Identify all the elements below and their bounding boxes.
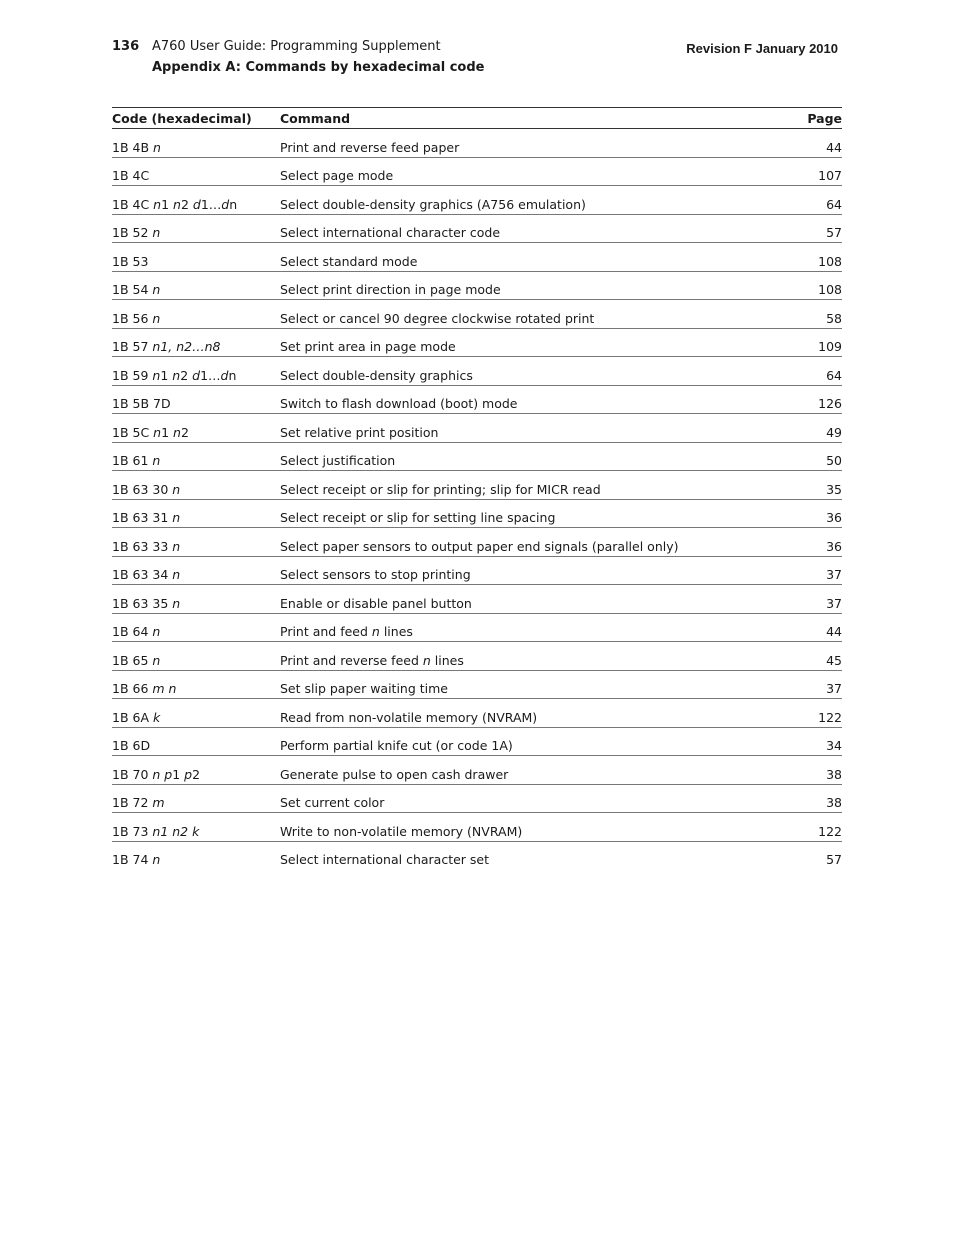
code-cell: 1B 5C n1 n2 — [112, 414, 280, 443]
argument-text: d — [192, 367, 201, 383]
table-row — [112, 157, 842, 186]
table-row — [112, 271, 842, 300]
argument-text: n — [152, 225, 161, 240]
page-cell: 109 — [780, 328, 842, 357]
command-cell: Set current color — [280, 784, 780, 813]
code-cell: 1B 63 35 n — [112, 585, 280, 614]
argument-text: n — [152, 367, 161, 383]
table-row — [112, 243, 842, 272]
code-cell: 1B 66 m n — [112, 670, 280, 699]
revision-label: Revision F January 2010 — [686, 41, 838, 56]
command-cell: Select receipt or slip for setting line spacing — [280, 499, 780, 528]
page-cell: 50 — [780, 442, 842, 471]
table-row — [112, 186, 842, 215]
page-cell: 122 — [780, 699, 842, 728]
page-cell: 64 — [780, 357, 842, 386]
argument-text: n — [152, 453, 161, 468]
column-header-command: Command — [280, 108, 780, 129]
table-row — [112, 727, 842, 756]
command-cell: Select justification — [280, 442, 780, 471]
page-cell: 108 — [780, 271, 842, 300]
argument-text: n — [172, 538, 181, 554]
command-cell: Switch to flash download (boot) mode — [280, 385, 780, 414]
command-cell: Set slip paper waiting time — [280, 670, 780, 699]
page-cell: 57 — [826, 852, 842, 867]
code-cell: 1B 59 n1 n2 d1…dn — [112, 357, 280, 386]
code-cell: 1B 57 n1, n2…n8 — [112, 328, 280, 357]
argument-text: p — [184, 766, 193, 782]
table-row — [112, 414, 842, 443]
argument-text: n — [153, 424, 162, 440]
argument-text: n — [422, 652, 431, 668]
code-cell: 1B 4C — [112, 157, 280, 186]
table-row — [112, 300, 842, 329]
argument-text: k — [152, 709, 161, 725]
command-cell: Read from non-volatile memory (NVRAM) — [280, 699, 780, 728]
code-cell: 1B 73 n1 n2 k — [112, 813, 280, 842]
argument-text: d — [192, 196, 201, 212]
appendix-title: Appendix A: Commands by hexadecimal code — [152, 60, 485, 75]
table-row — [112, 699, 842, 728]
table-row — [112, 214, 842, 243]
argument-text: m n — [152, 681, 177, 696]
argument-text: n — [152, 852, 161, 867]
command-cell: Select international character set — [280, 852, 490, 867]
code-cell: 1B 53 — [112, 243, 280, 272]
table-row — [112, 499, 842, 528]
column-header-page: Page — [780, 108, 842, 129]
argument-text: n — [173, 196, 181, 212]
page-cell: 126 — [780, 385, 842, 414]
page-cell: 37 — [780, 556, 842, 585]
command-cell: Select double-density graphics — [280, 357, 780, 386]
table-row — [112, 129, 842, 158]
page-cell: 44 — [780, 613, 842, 642]
code-cell: 1B 63 30 n — [112, 471, 280, 500]
code-cell: 1B 63 31 n — [112, 499, 280, 528]
command-cell: Select print direction in page mode — [280, 271, 780, 300]
table-row — [112, 556, 842, 585]
page-number: 136 — [112, 39, 140, 54]
argument-text: n — [152, 624, 161, 639]
command-cell: Write to non-volatile memory (NVRAM) — [280, 813, 780, 842]
command-cell: Print and reverse feed paper — [280, 129, 780, 158]
argument-text: n — [172, 567, 181, 582]
command-cell: Select or cancel 90 degree clockwise rotated print — [280, 300, 780, 329]
page-cell: 58 — [780, 300, 842, 329]
guide-title: A760 User Guide: Programming Supplement — [152, 39, 441, 54]
page-cell: 38 — [780, 784, 842, 813]
argument-text: n — [172, 367, 181, 383]
page-cell: 44 — [780, 129, 842, 158]
code-cell: 1B 61 n — [112, 442, 280, 471]
code-cell: 1B 4C n1 n2 d1…dn — [112, 186, 280, 215]
table-row — [112, 613, 842, 642]
code-cell: 1B 65 n — [112, 642, 280, 671]
code-cell: 1B 64 n — [112, 613, 280, 642]
command-cell: Perform partial knife cut (or code 1A) — [280, 727, 780, 756]
page-cell: 34 — [780, 727, 842, 756]
argument-text: d — [220, 367, 229, 383]
command-cell: Enable or disable panel button — [280, 585, 780, 614]
column-header-code: Code (hexadecimal) — [112, 108, 280, 129]
page-cell: 49 — [780, 414, 842, 443]
code-cell: 1B 70 n p1 p2 — [112, 756, 280, 785]
argument-text: m — [152, 795, 165, 810]
argument-text: n — [172, 481, 181, 497]
command-cell: Print and reverse feed n lines — [280, 642, 780, 671]
page-cell: 36 — [780, 499, 842, 528]
table-body — [112, 129, 842, 870]
page-header — [112, 38, 842, 82]
table-row — [112, 328, 842, 357]
command-cell: Select paper sensors to output paper end signals (parallel only) — [280, 528, 780, 557]
page-cell: 35 — [780, 471, 842, 500]
commands-table — [112, 107, 842, 869]
code-cell: 1B 6A k — [112, 699, 280, 728]
code-cell: 1B 4B n — [112, 129, 280, 158]
command-cell: Set relative print position — [280, 414, 780, 443]
table-row — [112, 841, 842, 869]
command-cell: Select page mode — [280, 157, 780, 186]
header-row — [112, 108, 842, 129]
table-row — [112, 357, 842, 386]
code-cell: 1B 72 m — [112, 784, 280, 813]
command-cell: Select receipt or slip for printing; slip for MICR read — [280, 471, 780, 500]
command-cell: Select double-density graphics (A756 emulation) — [280, 186, 780, 215]
code-cell: 1B 56 n — [112, 300, 280, 329]
argument-text: n — [153, 139, 161, 155]
table-row — [112, 471, 842, 500]
page-cell: 64 — [780, 186, 842, 215]
table-row — [112, 784, 842, 813]
table-row — [112, 813, 842, 842]
page-cell: 36 — [780, 528, 842, 557]
argument-text: n — [152, 652, 161, 668]
command-cell: Set print area in page mode — [280, 328, 780, 357]
table-row — [112, 585, 842, 614]
table-row — [112, 385, 842, 414]
code-cell: 1B 52 n — [112, 214, 280, 243]
command-cell: Generate pulse to open cash drawer — [280, 756, 780, 785]
command-cell: Select international character code — [280, 214, 780, 243]
table-row — [112, 756, 842, 785]
page-cell: 38 — [780, 756, 842, 785]
command-cell: Print and feed n lines — [280, 613, 780, 642]
argument-text: n1 n2 k — [152, 823, 200, 839]
code-cell: 1B 54 n — [112, 271, 280, 300]
code-cell: 1B 5B 7D — [112, 385, 280, 414]
argument-text: n1, n2…n8 — [152, 339, 221, 354]
table-header — [112, 108, 842, 129]
argument-text: n — [152, 310, 161, 326]
page-cell: 107 — [780, 157, 842, 186]
argument-text: n — [152, 282, 161, 297]
table-row — [112, 442, 842, 471]
table-row — [112, 642, 842, 671]
table-row — [112, 670, 842, 699]
argument-text: n — [172, 510, 181, 525]
page-cell: 108 — [780, 243, 842, 272]
page-cell: 45 — [780, 642, 842, 671]
code-cell: 1B 63 33 n — [112, 528, 280, 557]
argument-text: n — [153, 196, 162, 212]
page-cell: 37 — [780, 670, 842, 699]
code-cell: 1B 74 n — [112, 852, 161, 867]
command-cell: Select sensors to stop printing — [280, 556, 780, 585]
argument-text: n — [371, 624, 380, 639]
argument-text: d — [221, 196, 230, 212]
table-row — [112, 528, 842, 557]
page-cell: 37 — [780, 585, 842, 614]
code-cell: 1B 63 34 n — [112, 556, 280, 585]
argument-text: n p — [152, 766, 173, 782]
code-cell: 1B 6D — [112, 727, 280, 756]
argument-text: n — [173, 424, 181, 440]
page-cell: 122 — [780, 813, 842, 842]
argument-text: n — [172, 595, 181, 611]
page-cell: 57 — [780, 214, 842, 243]
command-cell: Select standard mode — [280, 243, 780, 272]
